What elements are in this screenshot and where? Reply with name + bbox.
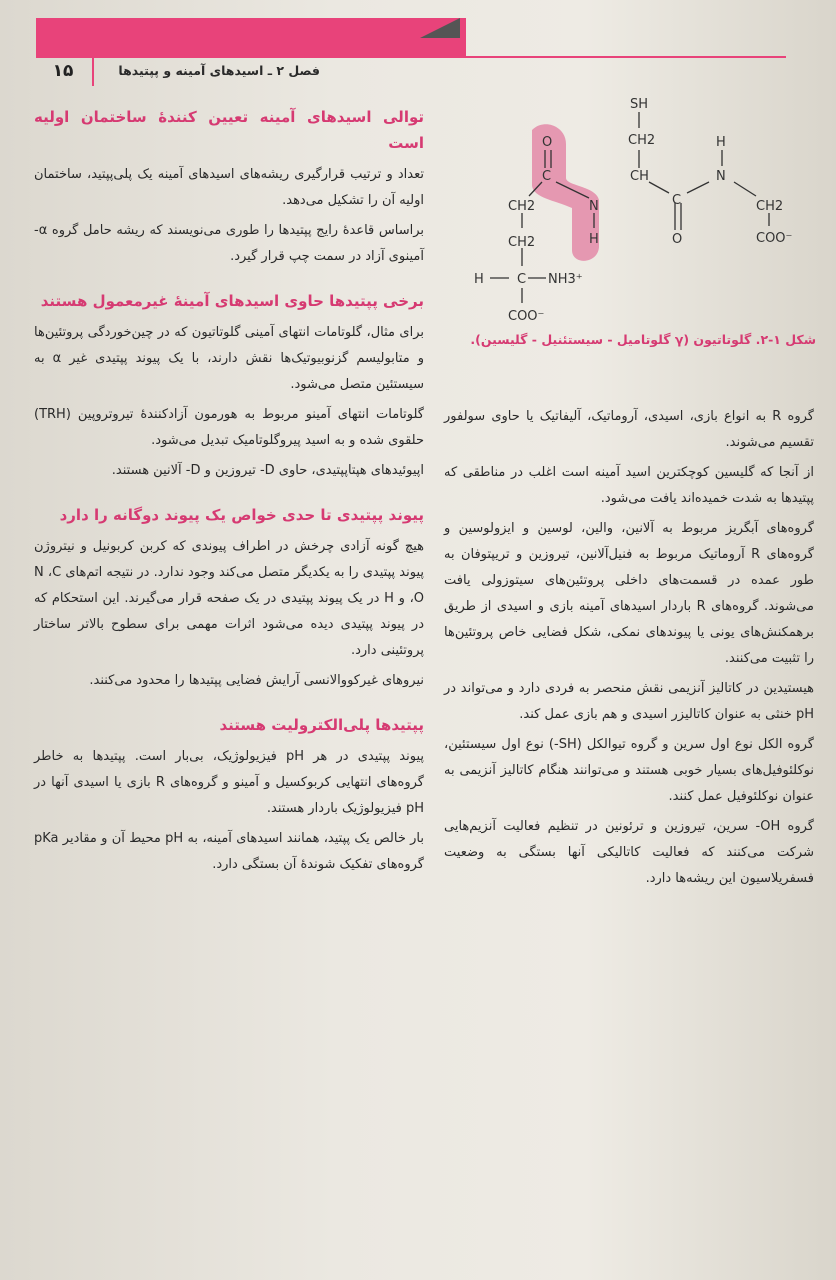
atom-coo-right: COO⁻ <box>756 231 793 246</box>
paragraph: گروه الکل نوع اول سرین و گروه تیوالکل (SH-) نوع اول سیستئین، نوکلئوفیل‌های بسیار خوبی هستند و می‌توانند هنگام کاتالیز آنزیمی به عنوان نوکلئوفیل عمل کنند. <box>444 737 814 804</box>
section-primary-structure <box>34 104 424 270</box>
chapter-title: فصل ۲ ـ اسیدهای آمینه و پپتیدها <box>118 63 320 78</box>
atom-n-right: N <box>716 169 726 184</box>
header-corner-triangle <box>420 18 460 38</box>
atom-ch2-top: CH2 <box>628 133 656 148</box>
atom-o-left: O <box>542 135 553 150</box>
atom-ch2-a: CH2 <box>508 199 536 214</box>
atom-sh: SH <box>630 97 649 112</box>
paragraph: هیستیدین در کاتالیز آنزیمی نقش منحصر به فردی دارد و می‌تواند در pH خنثی به عنوان کاتالیزر اسیدی و هم بازی عمل کند. <box>444 681 814 722</box>
paragraph: براساس قاعدهٔ رایج پپتیدها را طوری می‌نویسند که ریشه حامل گروه α- آمینوی آزاد در سمت چپ قرار گیرد. <box>34 223 424 264</box>
section-heading: پپتیدها پلی‌الکترولیت هستند <box>219 716 424 734</box>
atom-h-mid: H <box>589 232 599 247</box>
atom-c-left: C <box>542 169 552 184</box>
header-accent-bar <box>36 18 466 56</box>
section-heading: توالی اسیدهای آمینه تعیین کنندهٔ ساختمان اولیه است <box>34 108 424 152</box>
page-number: ۱۵ <box>52 61 74 81</box>
atom-ch2-right: CH2 <box>756 199 784 214</box>
glutathione-structure <box>444 88 814 328</box>
atom-n-mid: N <box>589 199 599 214</box>
atom-ch2-b: CH2 <box>508 235 536 250</box>
paragraph: گلوتامات انتهای آمینو مربوط به هورمون آزادکنندهٔ تیروتروپین (TRH) حلقوی شده و به اسید پیروگلوتامیک تبدیل می‌شود. <box>34 407 424 448</box>
paragraph: پیوند پپتیدی در هر pH فیزیولوژیک، بی‌بار است. پپتیدها به خاطر گروه‌های انتهایی کربوکسیل و آمینو و گروه‌های R بازی یا اسیدی آنها در pH فیزیولوژیک باردار هستند. <box>34 749 424 816</box>
glutathione-figure <box>444 88 814 343</box>
figure-caption: شکل ۱-۲. گلوتاتیون (γ گلوتامیل - سیستئنیل - گلیسین). <box>470 332 816 347</box>
paragraph: برای مثال، گلوتامات انتهای آمینی گلوتاتیون که در چین‌خوردگی پروتئین‌ها و متابولیسم گزنوبیوتیک‌ها نقش دارند، با یک پیوند پپتیدی غیر α به سیستئین متصل می‌شود. <box>34 325 424 392</box>
section-peptide-bond <box>34 502 424 694</box>
paragraph: تعداد و ترتیب قرارگیری ریشه‌های اسیدهای آمینه یک پلی‌پپتید، ساختمان اولیه آن را تشکیل می‌دهد. <box>34 167 424 208</box>
header-separator <box>92 58 94 86</box>
atom-coo-bottom: COO⁻ <box>508 309 545 324</box>
section-polyelectrolyte <box>34 712 424 878</box>
atom-h-right: H <box>716 135 726 150</box>
paragraph: گروه‌های آبگریز مربوط به آلانین، والین، لوسین و ایزولوسین و گروه‌های R آروماتیک مربوط به فنیل‌آلانین، تیروزین و تریپتوفان به طور عمده در قسمت‌های داخلی پروتئین‌های سیتوزولی یافت می‌شوند. گروه‌های R باردار اسیدهای آمینه بازی و اسیدی از طریق برهمکنش‌های یونی یا پیوندهای نمکی، شکل فضایی خاص پروتئین‌ها را تثبیت می‌کنند. <box>444 521 814 666</box>
left-column <box>34 104 424 896</box>
atom-nh3: NH3⁺ <box>548 272 583 287</box>
paragraph: گروه R به انواع بازی، اسیدی، آروماتیک، آلیفاتیک یا حاوی سولفور تقسیم می‌شوند. <box>444 409 814 450</box>
right-column <box>444 404 814 896</box>
paragraph: بار خالص یک پپتید، همانند اسیدهای آمینه، به pH محیط آن و مقادیر pKa گروه‌های تفکیک شوندهٔ آن بستگی دارد. <box>34 831 425 872</box>
paragraph: هیچ گونه آزادی چرخش در اطراف پیوندی که کربن کربونیل و نیتروژن پیوند پپتیدی را به یکدیگر متصل می‌کند وجود ندارد. در نتیجه اتم‌های N ،C ،O و H در یک پیوند پپتیدی در یک صفحه قرار می‌گیرند. این استحکام که در پیوند پپتیدی دیده می‌شود اثرات مهمی برای سطوح بالاتر ساختار پروتئینی دارد. <box>34 539 424 658</box>
paragraph: اپیوئیدهای هپتاپپتیدی، حاوی D- تیروزین و D- آلانین هستند. <box>111 463 424 478</box>
atom-c-mid: C <box>672 193 682 208</box>
paragraph: از آنجا که گلیسین کوچکترین اسید آمینه است اغلب در مناطقی که پپتیدها به شدت خمیده‌اند یافت می‌شود. <box>444 465 814 506</box>
section-heading: برخی پپتیدها حاوی اسیدهای آمینهٔ غیرمعمول هستند <box>40 292 424 310</box>
paragraph: گروه OH- سرین، تیروزین و ترئونین در تنظیم فعالیت آنزیم‌هایی شرکت می‌کنند که فعالیت کاتالیکی آنها بستگی به وضعیت فسفریلاسیون این ریشه‌ها دارد. <box>444 819 814 886</box>
atom-o-mid: O <box>672 232 683 247</box>
atom-c-alpha: C <box>517 272 527 287</box>
section-heading: پیوند پپتیدی تا حدی خواص یک پیوند دوگانه را دارد <box>59 506 424 524</box>
paragraph: نیروهای غیرکووالانسی آرایش فضایی پپتیدها را محدود می‌کنند. <box>89 673 424 688</box>
section-unusual-amino-acids <box>34 288 424 484</box>
atom-ch: CH <box>630 169 649 184</box>
atom-h-left: H <box>474 272 484 287</box>
